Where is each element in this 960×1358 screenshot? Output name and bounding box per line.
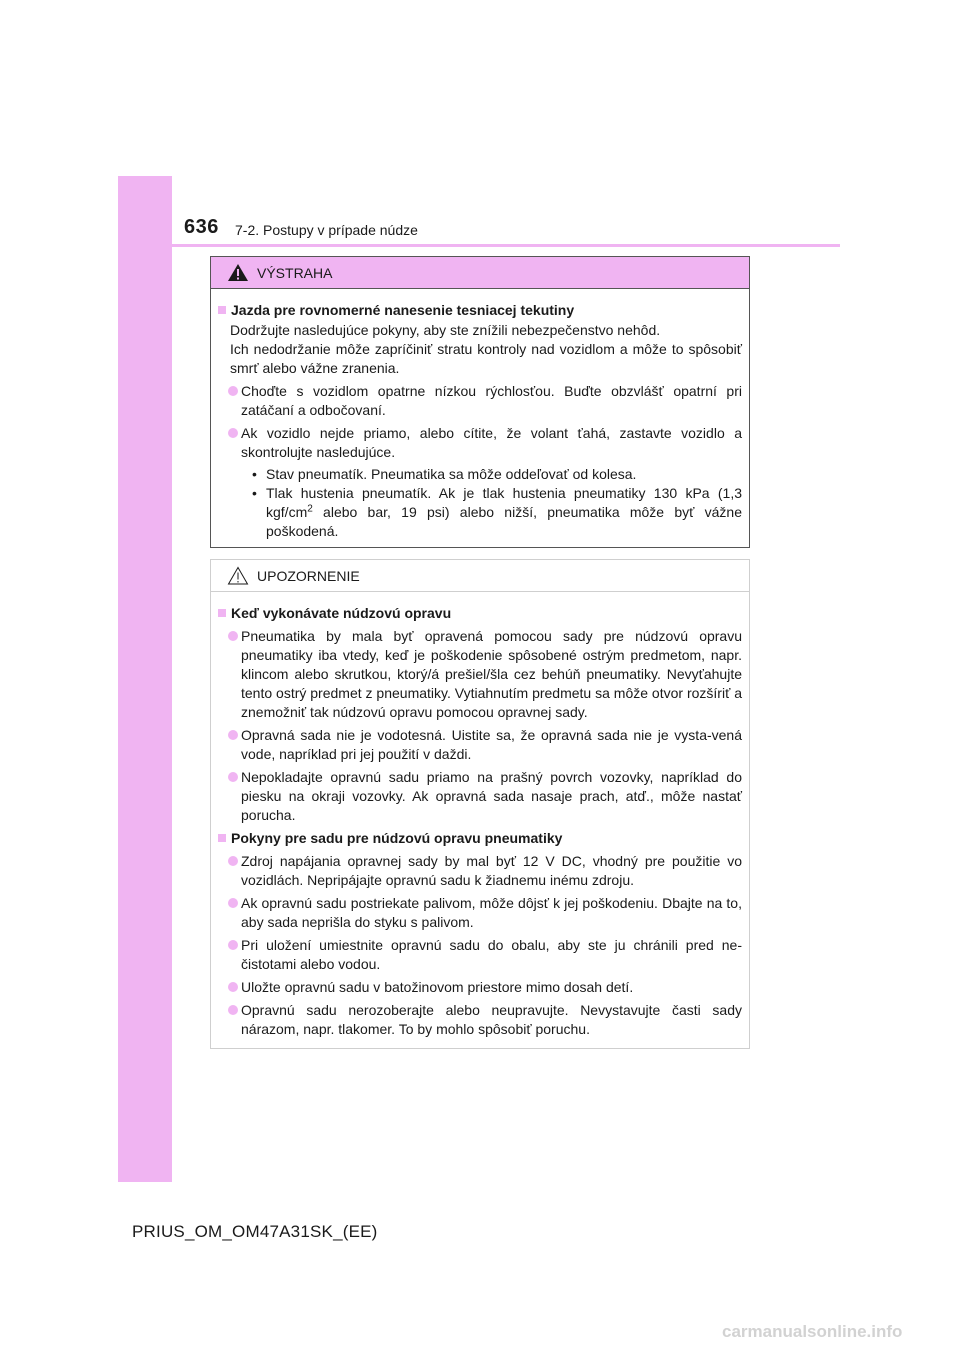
warning-box-header (211, 257, 749, 289)
list-item: Choďte s vozidlom opatrne nízkou rýchlosťou. Buďte obzvlášť opatrní pri zatáčaní a odbočovaní. (218, 382, 742, 420)
page-number: 636 (184, 216, 219, 238)
list-item: Pri uložení umiestnite opravnú sadu do obalu, aby ste ju chránili pred ne-čistotami alebo vodou. (218, 936, 742, 974)
list-item: Zdroj napájania opravnej sady by mal byť 12 V DC, vhodný pre použitie vo vozidlách. Nepripájajte opravnú sadu k žiadnemu inému zdroju. (218, 852, 742, 890)
list-item: Opravná sada nie je vodotesná. Uistite sa, že opravná sada nie je vysta-vená vode, napríklad pri jej použití v daždi. (218, 726, 742, 764)
sub-list-item: • Stav pneumatík. Pneumatika sa môže oddeľovať od kolesa. (252, 466, 637, 482)
circle-bullet-icon (228, 1005, 238, 1015)
list-item: Ak opravnú sadu postriekate palivom, môže dôjsť k jej poškodeniu. Dbajte na to, aby sada neprišla do styku s palivom. (218, 894, 742, 932)
warning-box (210, 256, 750, 548)
sub-list-item: • Tlak hustenia pneumatík. Ak je tlak hustenia pneumatiky 130 kPa (1,3 kgf/$cm^2$ alebo bar, 19 psi) alebo nižší, pneumatika môže byť vážne poškodená. (252, 485, 742, 539)
warning-heading: VÝSTRAHA (257, 264, 333, 281)
list-item: Ak vozidlo nejde priamo, alebo cítite, že volant ťahá, zastavte vozidlo a skontrolujte nasledujúce. (218, 424, 742, 462)
warning-box-body (211, 289, 749, 541)
warning-intro-1: Dodržujte nasledujúce pokyny, aby ste znížili nebezpečenstvo nehôd. (230, 322, 661, 338)
header-rule (172, 244, 840, 247)
caution-section-title: Pokyny pre sadu pre núdzovú opravu pneumatiky (218, 829, 742, 848)
square-bullet-icon (218, 609, 226, 617)
list-item: Pneumatika by mala byť opravená pomocou sady pre núdzovú opravu pneumatiky iba vtedy, keď je poškodenie spôsobené ostrým predmetom, napr. klincom alebo skrutkou, ktorý/á prešiel/šla cez behúň pneumatiky. Nevyťahujte tento ostrý predmet z pneumatiky. Vytiahnutím predmetu sa môže otvor rozšíriť a znemožniť tak núdzovú opravu pomocou opravnej sady. (218, 627, 742, 722)
section-title: 7-2. Postupy v prípade núdze (235, 222, 418, 238)
square-bullet-icon (218, 306, 226, 314)
circle-bullet-icon (228, 982, 238, 992)
warning-intro-2: Ich nedodržanie môže zapríčiniť stratu kontroly nad vozidlom a môže to spôsobiť smrť alebo vážne zranenia. (230, 341, 742, 376)
circle-bullet-icon (228, 898, 238, 908)
square-bullet-icon (218, 834, 226, 842)
caution-heading: UPOZORNENIE (257, 567, 360, 584)
circle-bullet-icon (228, 428, 238, 438)
circle-bullet-icon (228, 386, 238, 396)
list-item: Uložte opravnú sadu v batožinovom priestore mimo dosah detí. (218, 978, 742, 997)
warning-triangle-icon (227, 263, 249, 282)
document-code: PRIUS_OM_OM47A31SK_(EE) (132, 1222, 378, 1241)
side-tab-band (118, 176, 172, 1182)
caution-box-header (211, 560, 749, 592)
caution-box (210, 559, 750, 1049)
caution-triangle-icon (227, 566, 249, 585)
circle-bullet-icon (228, 856, 238, 866)
list-item: Opravnú sadu nerozoberajte alebo neupravujte. Nevystavujte časti sady nárazom, napr. tlakomer. To by mohlo spôsobiť poruchu. (218, 1001, 742, 1039)
caution-box-body (211, 592, 749, 1039)
caution-section-title: Keď vykonávate núdzovú opravu (218, 604, 742, 623)
warning-section-title: Jazda pre rovnomerné nanesenie tesniacej tekutiny (218, 301, 742, 320)
list-item: Nepokladajte opravnú sadu priamo na prašný povrch vozovky, napríklad do piesku na okraji vozovky. Ak opravná sada nasaje prach, atď., môže nastať porucha. (218, 768, 742, 825)
circle-bullet-icon (228, 940, 238, 950)
circle-bullet-icon (228, 772, 238, 782)
watermark: carmanualsonline.info (722, 1322, 903, 1341)
circle-bullet-icon (228, 730, 238, 740)
circle-bullet-icon (228, 631, 238, 641)
